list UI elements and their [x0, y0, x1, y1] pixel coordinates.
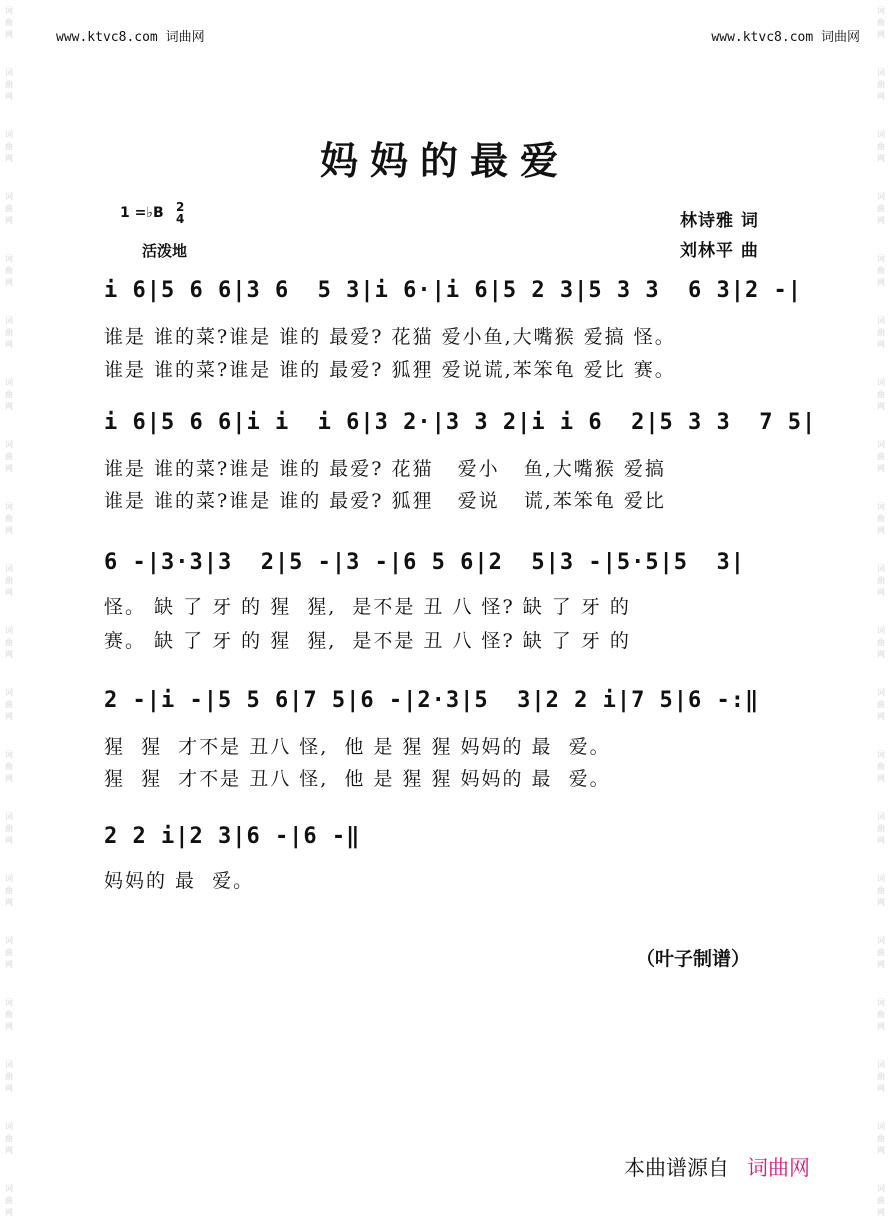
watermark-glyph: 曲 [877, 1134, 885, 1143]
watermark-glyph: 网 [877, 402, 885, 411]
watermark-glyph: 词 [877, 874, 885, 883]
watermark-glyph: 曲 [5, 204, 13, 213]
watermark-glyph: 网 [877, 526, 885, 535]
watermark-glyph: 曲 [5, 1134, 13, 1143]
watermark-glyph: 曲 [877, 18, 885, 27]
watermark-glyph: 网 [877, 650, 885, 659]
source-brand-link[interactable]: 词曲网 [747, 1156, 810, 1180]
watermark-glyph: 词 [5, 254, 13, 263]
watermark-glyph: 曲 [877, 142, 885, 151]
source-prefix: 本曲谱源自 [624, 1156, 729, 1180]
watermark-glyph: 曲 [877, 762, 885, 771]
watermark-glyph: 词 [877, 440, 885, 449]
notation-line-5: 2 2 i|2 3|6 -|6 -‖ [104, 824, 361, 849]
watermark-glyph: 曲 [877, 1196, 885, 1205]
watermark-glyph: 曲 [5, 1196, 13, 1205]
watermark-glyph: 网 [5, 216, 13, 225]
watermark-glyph: 词 [5, 1060, 13, 1069]
song-title: 妈妈的最爱 [319, 138, 570, 183]
watermark-glyph: 词 [877, 688, 885, 697]
watermark-glyph: 词 [877, 998, 885, 1007]
watermark-glyph: 网 [5, 402, 13, 411]
watermark-glyph: 词 [5, 998, 13, 1007]
watermark-glyph: 曲 [877, 390, 885, 399]
watermark-glyph: 曲 [877, 328, 885, 337]
watermark-glyph: 词 [877, 1122, 885, 1131]
watermark-glyph: 词 [5, 750, 13, 759]
lyric-line-1a: 谁是 谁的菜?谁是 谁的 最爱? 花猫 爱小鱼,大嘴猴 爱搞 怪。 [104, 326, 676, 348]
watermark-glyph: 网 [877, 1146, 885, 1155]
watermark-glyph: 曲 [877, 576, 885, 585]
watermark-glyph: 词 [877, 192, 885, 201]
watermark-glyph: 网 [5, 154, 13, 163]
watermark-glyph: 词 [877, 812, 885, 821]
watermark-glyph: 网 [5, 1146, 13, 1155]
watermark-glyph: 曲 [877, 886, 885, 895]
key-signature: 1 =♭B [120, 205, 164, 221]
lyric-line-2b: 谁是 谁的菜?谁是 谁的 最爱? 狐狸 爱说 谎,苯笨龟 爱比 [104, 490, 666, 512]
watermark-glyph: 网 [877, 278, 885, 287]
watermark-glyph: 曲 [5, 80, 13, 89]
watermark-glyph: 网 [877, 588, 885, 597]
watermark-glyph: 网 [877, 340, 885, 349]
watermark-glyph: 网 [877, 464, 885, 473]
watermark-glyph: 网 [5, 960, 13, 969]
watermark-glyph: 词 [877, 6, 885, 15]
watermark-glyph: 词 [877, 378, 885, 387]
watermark-glyph: 曲 [5, 142, 13, 151]
watermark-glyph: 曲 [5, 1010, 13, 1019]
watermark-glyph: 网 [5, 898, 13, 907]
watermark-glyph: 词 [877, 68, 885, 77]
notation-line-4: 2 -|i -|5 5 6|7 5|6 -|2·3|5 3|2 2 i|7 5|6 -:‖ [104, 688, 760, 713]
watermark-glyph: 网 [5, 30, 13, 39]
watermark-glyph: 网 [877, 712, 885, 721]
watermark-glyph: 网 [5, 712, 13, 721]
watermark-glyph: 网 [5, 836, 13, 845]
watermark-glyph: 曲 [877, 638, 885, 647]
watermark-glyph: 网 [5, 92, 13, 101]
watermark-glyph: 词 [5, 6, 13, 15]
watermark-glyph: 曲 [5, 514, 13, 523]
watermark-glyph: 词 [5, 1122, 13, 1131]
watermark-glyph: 曲 [5, 576, 13, 585]
watermark-glyph: 曲 [5, 824, 13, 833]
watermark-glyph: 网 [877, 1022, 885, 1031]
watermark-glyph: 词 [877, 936, 885, 945]
watermark-glyph: 网 [877, 30, 885, 39]
watermark-glyph: 网 [877, 154, 885, 163]
watermark-glyph: 词 [5, 874, 13, 883]
watermark-glyph: 词 [5, 626, 13, 635]
watermark-glyph: 曲 [5, 1072, 13, 1081]
lyric-line-3a: 怪。 缺 了 牙 的 猩 猩, 是不是 丑 八 怪? 缺 了 牙 的 [104, 596, 631, 618]
site-link-left[interactable]: www.ktvc8.com 词曲网 [56, 30, 205, 45]
watermark-glyph: 曲 [5, 390, 13, 399]
watermark-glyph: 网 [877, 1084, 885, 1093]
notation-line-1: i 6|5 6 6|3 6 5 3|i 6·|i 6|5 2 3|5 3 3 6 3|2 -| [104, 278, 803, 303]
watermark-glyph: 词 [5, 68, 13, 77]
transcriber-note: （叶子制谱） [636, 948, 751, 970]
watermark-glyph: 词 [5, 440, 13, 449]
watermark-glyph: 曲 [5, 700, 13, 709]
watermark-glyph: 词 [5, 688, 13, 697]
watermark-glyph: 词 [5, 192, 13, 201]
watermark-glyph: 网 [877, 1208, 885, 1217]
lyric-line-3b: 赛。 缺 了 牙 的 猩 猩, 是不是 丑 八 怪? 缺 了 牙 的 [104, 630, 631, 652]
watermark-glyph: 曲 [5, 886, 13, 895]
watermark-glyph: 网 [5, 1084, 13, 1093]
notation-line-3: 6 -|3·3|3 2|5 -|3 -|6 5 6|2 5|3 -|5·5|5 3| [104, 550, 746, 575]
watermark-glyph: 曲 [877, 824, 885, 833]
watermark-glyph: 词 [877, 254, 885, 263]
watermark-glyph: 词 [5, 1184, 13, 1193]
watermark-glyph: 曲 [5, 638, 13, 647]
watermark-glyph: 网 [5, 1208, 13, 1217]
watermark-glyph: 曲 [877, 266, 885, 275]
watermark-glyph: 网 [5, 278, 13, 287]
watermark-glyph: 曲 [877, 1072, 885, 1081]
watermark-glyph: 网 [5, 650, 13, 659]
site-link-right[interactable]: www.ktvc8.com 词曲网 [711, 30, 860, 45]
watermark-glyph: 词 [877, 750, 885, 759]
watermark-glyph: 曲 [877, 204, 885, 213]
watermark-glyph: 词 [877, 564, 885, 573]
watermark-glyph: 词 [877, 1184, 885, 1193]
meter-bottom: 4 [176, 212, 185, 226]
watermark-glyph: 网 [877, 836, 885, 845]
watermark-glyph: 网 [877, 898, 885, 907]
watermark-glyph: 曲 [877, 700, 885, 709]
watermark-glyph: 词 [5, 378, 13, 387]
watermark-glyph: 网 [5, 340, 13, 349]
lyricist-credit: 林诗雅 词 [680, 211, 759, 231]
watermark-glyph: 曲 [877, 452, 885, 461]
watermark-glyph: 网 [877, 92, 885, 101]
watermark-glyph: 词 [5, 812, 13, 821]
watermark-glyph: 词 [877, 502, 885, 511]
watermark-glyph: 词 [877, 130, 885, 139]
watermark-glyph: 曲 [877, 1010, 885, 1019]
watermark-glyph: 词 [877, 316, 885, 325]
watermark-glyph: 曲 [5, 266, 13, 275]
watermark-glyph: 曲 [877, 948, 885, 957]
watermark-glyph: 网 [5, 1022, 13, 1031]
watermark-glyph: 词 [5, 936, 13, 945]
watermark-glyph: 曲 [5, 762, 13, 771]
watermark-glyph: 词 [5, 316, 13, 325]
watermark-glyph: 网 [5, 774, 13, 783]
watermark-glyph: 词 [5, 130, 13, 139]
watermark-glyph: 曲 [5, 948, 13, 957]
watermark-glyph: 曲 [5, 328, 13, 337]
lyric-line-5a: 妈妈的 最 爱。 [104, 870, 255, 892]
watermark-glyph: 网 [5, 526, 13, 535]
watermark-glyph: 网 [5, 588, 13, 597]
lyric-line-1b: 谁是 谁的菜?谁是 谁的 最爱? 狐狸 爱说谎,苯笨龟 爱比 赛。 [104, 359, 676, 381]
watermark-glyph: 词 [5, 564, 13, 573]
watermark-glyph: 曲 [5, 18, 13, 27]
watermark-glyph: 曲 [877, 80, 885, 89]
watermark-glyph: 曲 [877, 514, 885, 523]
lyric-line-4b: 猩 猩 才不是 丑八 怪, 他 是 猩 猩 妈妈的 最 爱。 [104, 768, 611, 790]
notation-line-2: i 6|5 6 6|i i i 6|3 2·|3 3 2|i i 6 2|5 3 3 7 5| [104, 410, 817, 435]
watermark-glyph: 词 [5, 502, 13, 511]
tempo-marking: 活泼地 [142, 242, 188, 260]
lyric-line-4a: 猩 猩 才不是 丑八 怪, 他 是 猩 猩 妈妈的 最 爱。 [104, 736, 611, 758]
watermark-glyph: 网 [5, 464, 13, 473]
watermark-glyph: 词 [877, 626, 885, 635]
watermark-glyph: 网 [877, 774, 885, 783]
composer-credit: 刘林平 曲 [680, 241, 759, 261]
meter-top: 2 [176, 200, 185, 214]
watermark-glyph: 曲 [5, 452, 13, 461]
watermark-glyph: 网 [877, 960, 885, 969]
source-credit [624, 1152, 810, 1182]
watermark-glyph: 网 [877, 216, 885, 225]
time-signature [176, 201, 184, 225]
lyric-line-2a: 谁是 谁的菜?谁是 谁的 最爱? 花猫 爱小 鱼,大嘴猴 爱搞 [104, 458, 666, 480]
watermark-glyph: 词 [877, 1060, 885, 1069]
